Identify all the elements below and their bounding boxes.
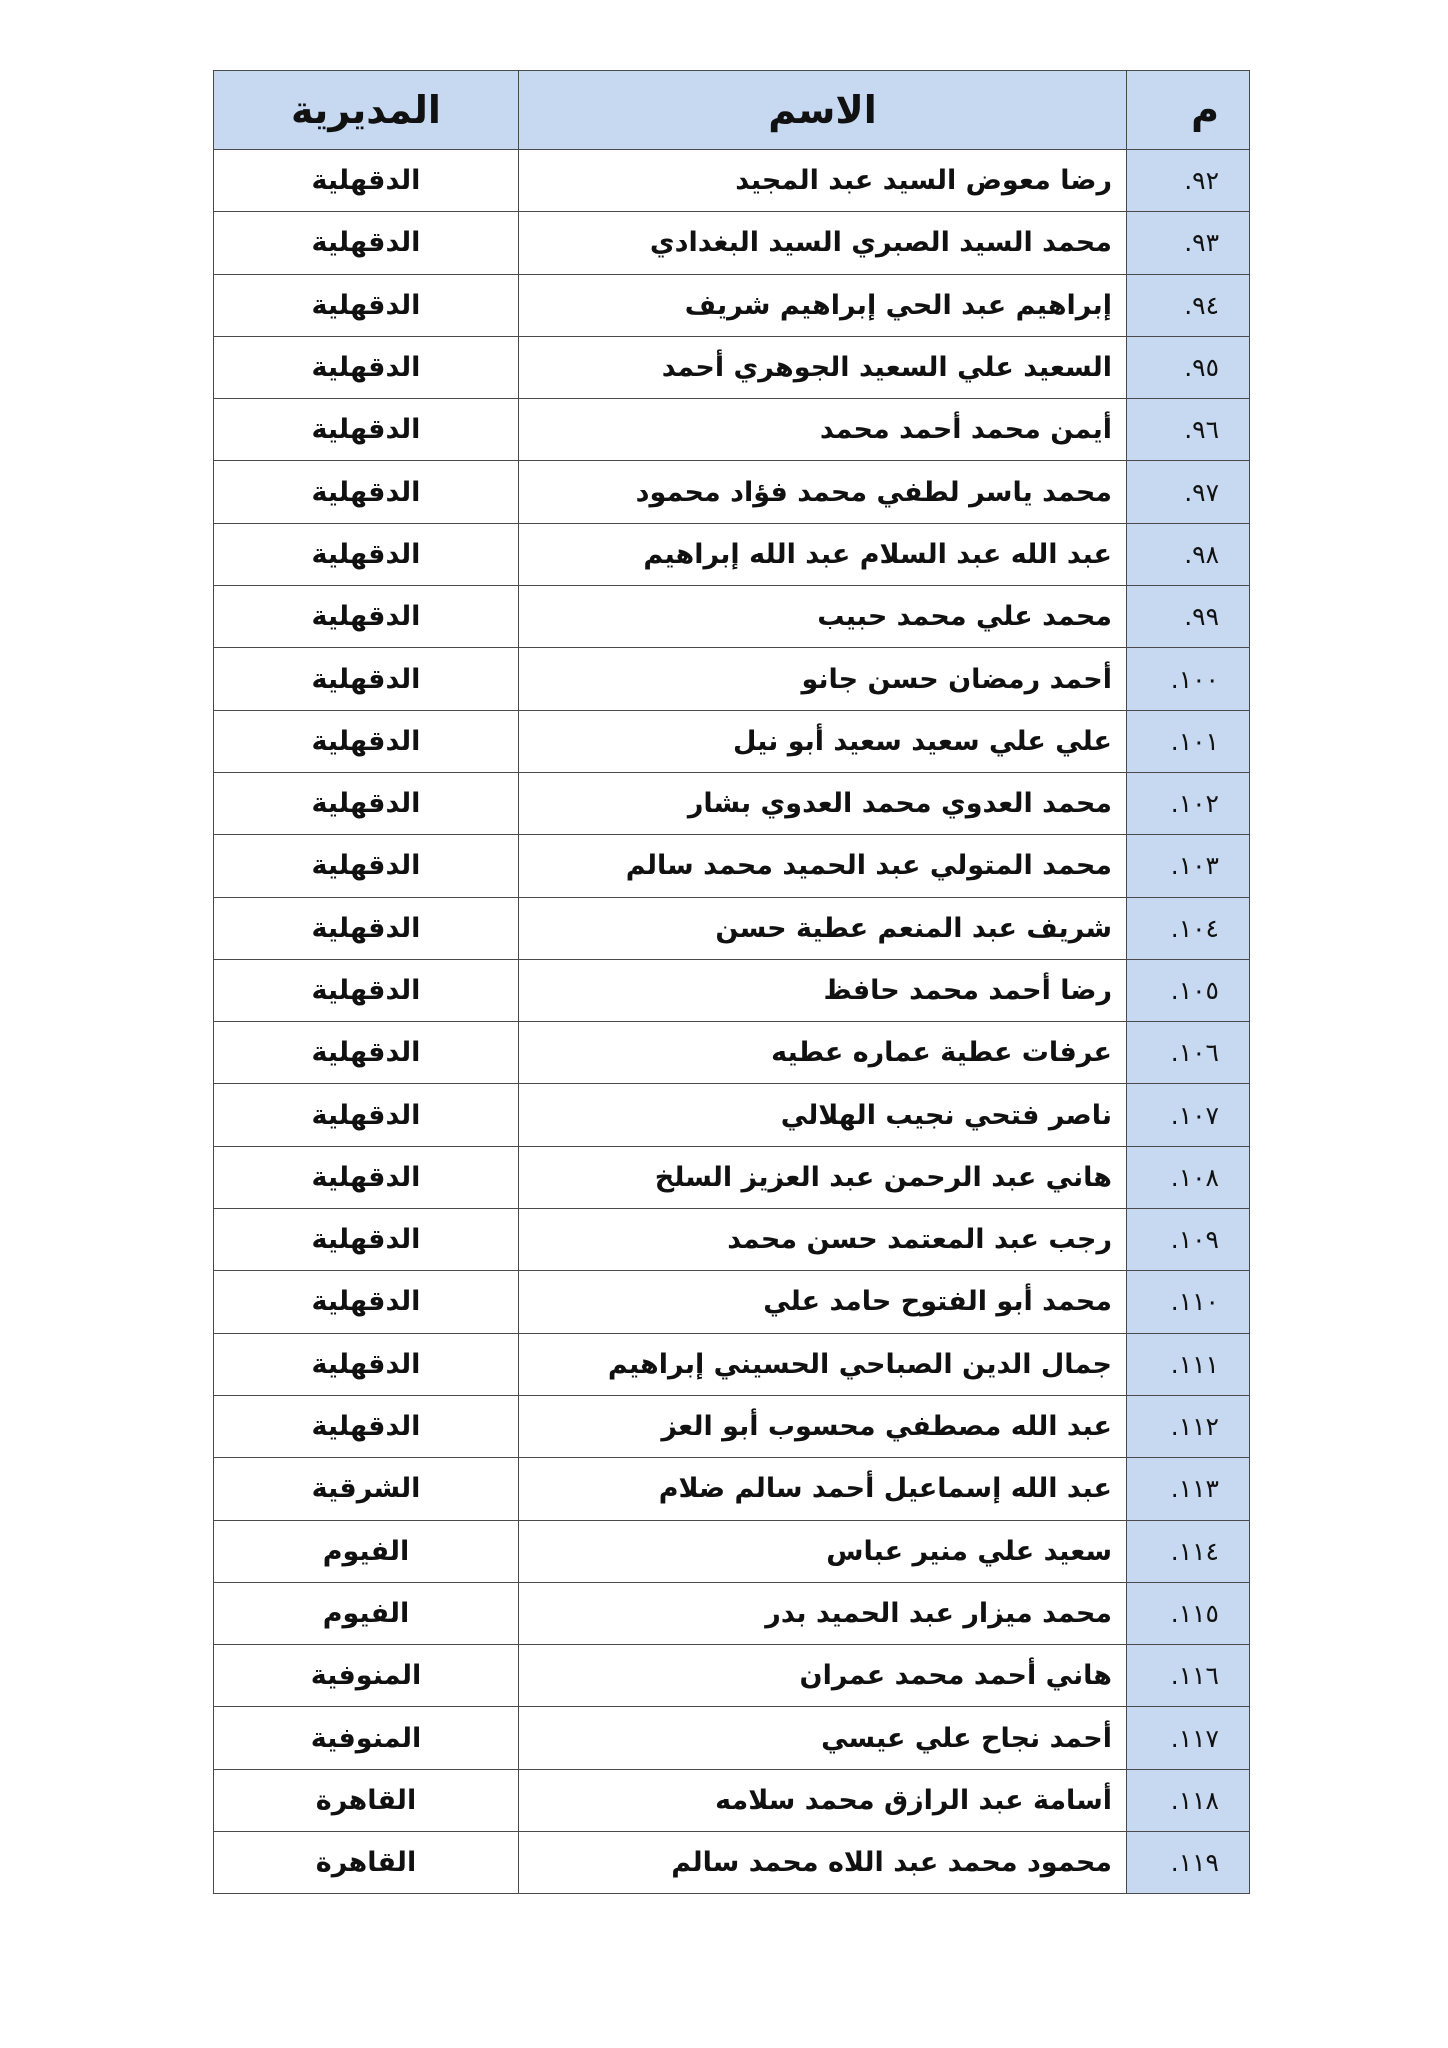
row-name: عبد الله إسماعيل أحمد سالم ضلام [519, 1458, 1127, 1520]
row-directorate: الدقهلية [214, 336, 519, 398]
row-directorate: الدقهلية [214, 1395, 519, 1457]
row-name: رضا معوض السيد عبد المجيد [519, 150, 1127, 212]
row-directorate: الدقهلية [214, 212, 519, 274]
table-row [214, 1458, 1250, 1520]
row-name: عبد الله مصطفي محسوب أبو العز [519, 1395, 1127, 1457]
row-directorate: الدقهلية [214, 710, 519, 772]
table-row [214, 1707, 1250, 1769]
row-directorate: الدقهلية [214, 399, 519, 461]
row-directorate: الدقهلية [214, 1333, 519, 1395]
row-number: ١١٣. [1127, 1458, 1250, 1520]
table-row [214, 523, 1250, 585]
row-name: جمال الدين الصباحي الحسيني إبراهيم [519, 1333, 1127, 1395]
table-row [214, 772, 1250, 834]
table-row [214, 212, 1250, 274]
row-directorate: المنوفية [214, 1645, 519, 1707]
row-directorate: المنوفية [214, 1707, 519, 1769]
row-number: ١١٦. [1127, 1645, 1250, 1707]
row-name: أسامة عبد الرازق محمد سلامه [519, 1769, 1127, 1831]
row-number: ١١٨. [1127, 1769, 1250, 1831]
table-row [214, 336, 1250, 398]
row-directorate: الدقهلية [214, 1022, 519, 1084]
row-directorate: الدقهلية [214, 461, 519, 523]
table-row [214, 648, 1250, 710]
row-number: ٩٦. [1127, 399, 1250, 461]
row-number: ٩٨. [1127, 523, 1250, 585]
row-directorate: الدقهلية [214, 897, 519, 959]
row-name: محمد علي محمد حبيب [519, 586, 1127, 648]
table-row [214, 586, 1250, 648]
row-name: هاني أحمد محمد عمران [519, 1645, 1127, 1707]
row-directorate: الدقهلية [214, 772, 519, 834]
row-number: ١٠٨. [1127, 1146, 1250, 1208]
table-body [214, 150, 1250, 1894]
row-name: السعيد علي السعيد الجوهري أحمد [519, 336, 1127, 398]
table-row [214, 1769, 1250, 1831]
row-number: ١٠٧. [1127, 1084, 1250, 1146]
table-row [214, 274, 1250, 336]
row-number: ١٠٢. [1127, 772, 1250, 834]
table-row [214, 1209, 1250, 1271]
row-name: رضا أحمد محمد حافظ [519, 959, 1127, 1021]
row-directorate: الدقهلية [214, 835, 519, 897]
table-row [214, 1084, 1250, 1146]
row-directorate: الدقهلية [214, 1084, 519, 1146]
row-name: محمد ياسر لطفي محمد فؤاد محمود [519, 461, 1127, 523]
row-number: ١٠٩. [1127, 1209, 1250, 1271]
row-directorate: الدقهلية [214, 1209, 519, 1271]
row-number: ١٠٣. [1127, 835, 1250, 897]
row-directorate: الفيوم [214, 1520, 519, 1582]
table-row [214, 1645, 1250, 1707]
header-name: الاسم [519, 71, 1127, 150]
table-row [214, 1395, 1250, 1457]
row-name: محمود محمد عبد اللاه محمد سالم [519, 1832, 1127, 1894]
row-number: ١٠٤. [1127, 897, 1250, 959]
header-row [214, 71, 1250, 150]
row-number: ١٠٦. [1127, 1022, 1250, 1084]
table-row [214, 1146, 1250, 1208]
row-directorate: الدقهلية [214, 959, 519, 1021]
row-name: محمد العدوي محمد العدوي بشار [519, 772, 1127, 834]
row-directorate: الدقهلية [214, 586, 519, 648]
row-number: ٩٧. [1127, 461, 1250, 523]
row-name: محمد ميزار عبد الحميد بدر [519, 1582, 1127, 1644]
row-name: شريف عبد المنعم عطية حسن [519, 897, 1127, 959]
row-number: ١١٧. [1127, 1707, 1250, 1769]
row-number: ٩٥. [1127, 336, 1250, 398]
row-name: أحمد نجاح علي عيسي [519, 1707, 1127, 1769]
row-name: أيمن محمد أحمد محمد [519, 399, 1127, 461]
header-number: م [1127, 71, 1250, 150]
row-number: ١١١. [1127, 1333, 1250, 1395]
row-number: ١١٠. [1127, 1271, 1250, 1333]
table-row [214, 1333, 1250, 1395]
row-name: ناصر فتحي نجيب الهلالي [519, 1084, 1127, 1146]
row-directorate: القاهرة [214, 1769, 519, 1831]
row-name: علي علي سعيد سعيد أبو نيل [519, 710, 1127, 772]
row-number: ٩٩. [1127, 586, 1250, 648]
table-row [214, 1832, 1250, 1894]
row-name: محمد المتولي عبد الحميد محمد سالم [519, 835, 1127, 897]
row-name: هاني عبد الرحمن عبد العزيز السلخ [519, 1146, 1127, 1208]
row-directorate: الدقهلية [214, 648, 519, 710]
row-number: ١٠٠. [1127, 648, 1250, 710]
row-directorate: الدقهلية [214, 150, 519, 212]
row-directorate: الدقهلية [214, 274, 519, 336]
row-name: محمد السيد الصبري السيد البغدادي [519, 212, 1127, 274]
table-header [214, 71, 1250, 150]
table-row [214, 959, 1250, 1021]
table-row [214, 1271, 1250, 1333]
row-directorate: الدقهلية [214, 1271, 519, 1333]
table-row [214, 1520, 1250, 1582]
table-row [214, 1022, 1250, 1084]
row-directorate: القاهرة [214, 1832, 519, 1894]
row-number: ١١٥. [1127, 1582, 1250, 1644]
row-name: سعيد علي منير عباس [519, 1520, 1127, 1582]
header-directorate: المديرية [214, 71, 519, 150]
table-row [214, 710, 1250, 772]
row-directorate: الدقهلية [214, 523, 519, 585]
row-name: محمد أبو الفتوح حامد علي [519, 1271, 1127, 1333]
table-row [214, 897, 1250, 959]
table-row [214, 1582, 1250, 1644]
row-number: ٩٢. [1127, 150, 1250, 212]
table-row [214, 150, 1250, 212]
row-directorate: الفيوم [214, 1582, 519, 1644]
row-name: أحمد رمضان حسن جانو [519, 648, 1127, 710]
row-name: عبد الله عبد السلام عبد الله إبراهيم [519, 523, 1127, 585]
row-number: ١١٤. [1127, 1520, 1250, 1582]
row-number: ١١٩. [1127, 1832, 1250, 1894]
row-number: ٩٤. [1127, 274, 1250, 336]
row-name: رجب عبد المعتمد حسن محمد [519, 1209, 1127, 1271]
row-directorate: الدقهلية [214, 1146, 519, 1208]
row-name: عرفات عطية عماره عطيه [519, 1022, 1127, 1084]
row-number: ١٠١. [1127, 710, 1250, 772]
row-name: إبراهيم عبد الحي إبراهيم شريف [519, 274, 1127, 336]
table-row [214, 399, 1250, 461]
row-number: ١٠٥. [1127, 959, 1250, 1021]
row-number: ٩٣. [1127, 212, 1250, 274]
table-row [214, 461, 1250, 523]
table-row [214, 835, 1250, 897]
row-directorate: الشرقية [214, 1458, 519, 1520]
row-number: ١١٢. [1127, 1395, 1250, 1457]
names-table [213, 70, 1250, 1894]
names-table-container [213, 70, 1249, 1894]
